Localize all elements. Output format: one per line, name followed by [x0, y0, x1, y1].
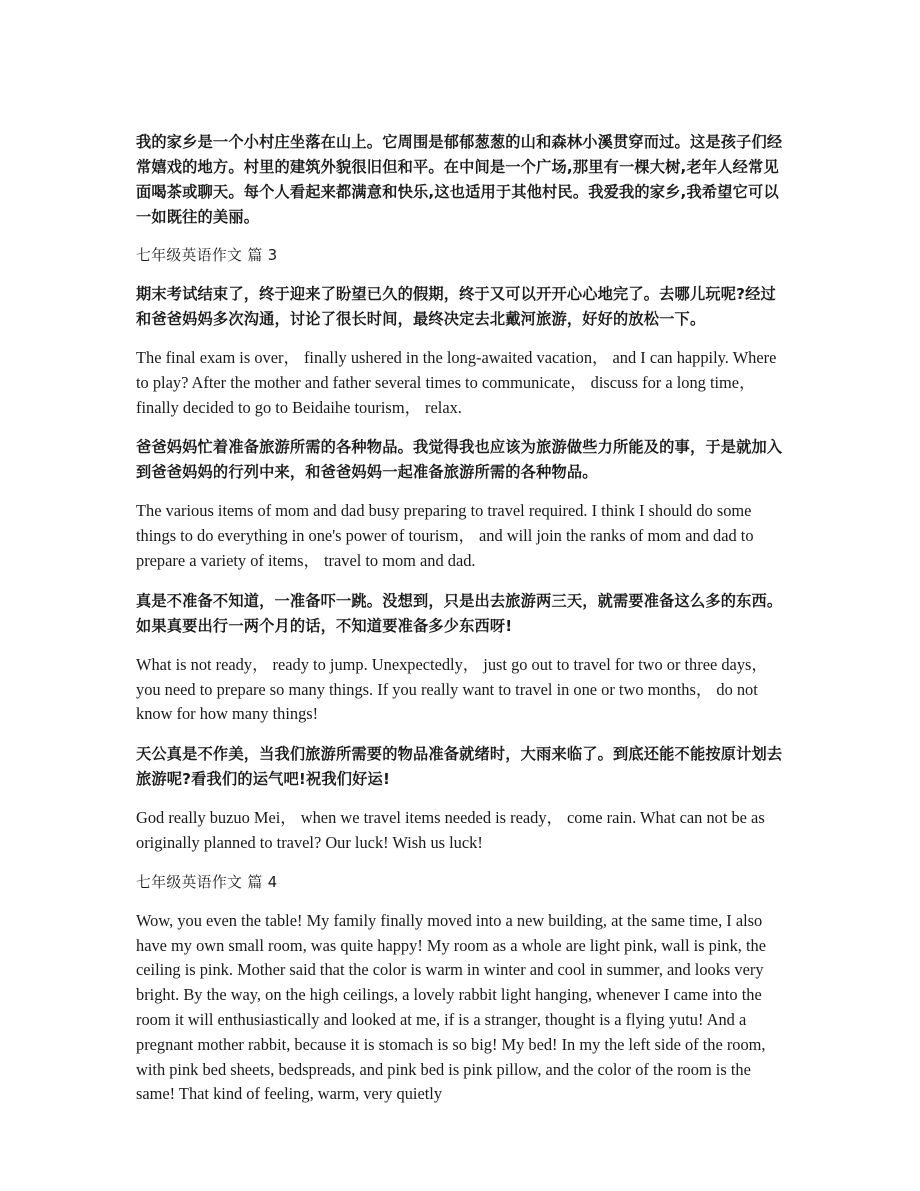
paragraph-en-preparing: The various items of mom and dad busy preparing to travel required. I think I should do some things to do everything in one's power of tourism， and will join the ranks of mom and dad to prepare a variety of items， travel to mom and dad.	[136, 501, 754, 570]
paragraph-en-room: Wow, you even the table! My family finally moved into a new building, at the same time, I also have my own small room, was quite happy! My room as a whole are light pink, wall is pink, the ceiling is pink. Mother said that the color is warm in winter and cool in summer, and looks very bright. By the way, on the high ceilings, a lovely rabbit light hanging, whenever I came into the room it will enthusiastically and looked at me, if is a stranger, thought is a flying yutu! And a pregnant mother rabbit, because it is stomach is so big! My bed! In my the left side of the room, with pink bed sheets, bedspreads, and pink bed is pink pillow, and the color of the room is the same! That kind of feeling, warm, very quietly	[136, 910, 767, 1104]
paragraph-en-rain: God really buzuo Mei， when we travel items needed is ready， come rain. What can not be as originally planned to travel? Our luck! Wish us luck!	[136, 808, 765, 852]
document-page	[136, 130, 786, 1122]
paragraph-zh-exam: 期末考试结束了，终于迎来了盼望已久的假期，终于又可以开开心心地完了。去哪儿玩呢?经过和爸爸妈妈多次沟通，讨论了很长时间，最终决定去北戴河旅游，好好的放松一下。	[136, 285, 776, 328]
paragraph-zh-rain: 天公真是不作美，当我们旅游所需要的物品准备就绪时，大雨来临了。到底还能不能按原计划去旅游呢?看我们的运气吧!祝我们好运!	[136, 745, 783, 789]
paragraph-zh-surprise: 真是不准备不知道，一准备吓一跳。没想到，只是出去旅游两三天，就需要准备这么多的东西。如果真要出行一两个月的话，不知道要准备多少东西呀!	[136, 591, 783, 635]
paragraph-zh-hometown: 我的家乡是一个小村庄坐落在山上。它周围是郁郁葱葱的山和森林小溪贯穿而过。这是孩子们经常嬉戏的地方。村里的建筑外貌很旧但和平。在中间是一个广场,那里有一棵大树,老年人经常见面喝茶或聊天。每个人看起来都满意和快乐,这也适用于其他村民。我爱我的家乡,我希望它可以一如既往的美丽。	[136, 133, 783, 226]
section-heading-3: 七年级英语作文 篇 3	[136, 247, 278, 264]
paragraph-en-exam: The final exam is over， finally ushered in the long-awaited vacation， and I can happily. Where to play? After the mother and father several times to communicate， discuss for a long time， finally decided to go to Beidaihe tourism， relax.	[136, 348, 777, 417]
paragraph-zh-preparing: 爸爸妈妈忙着准备旅游所需的各种物品。我觉得我也应该为旅游做些力所能及的事，于是就加入到爸爸妈妈的行列中来，和爸爸妈妈一起准备旅游所需的各种物品。	[136, 438, 783, 482]
paragraph-en-surprise: What is not ready， ready to jump. Unexpectedly， just go out to travel for two or three days， you need to prepare so many things. If you really want to travel in one or two months， do not know for how many things!	[136, 654, 768, 724]
section-heading-4: 七年级英语作文 篇 4	[136, 873, 278, 891]
